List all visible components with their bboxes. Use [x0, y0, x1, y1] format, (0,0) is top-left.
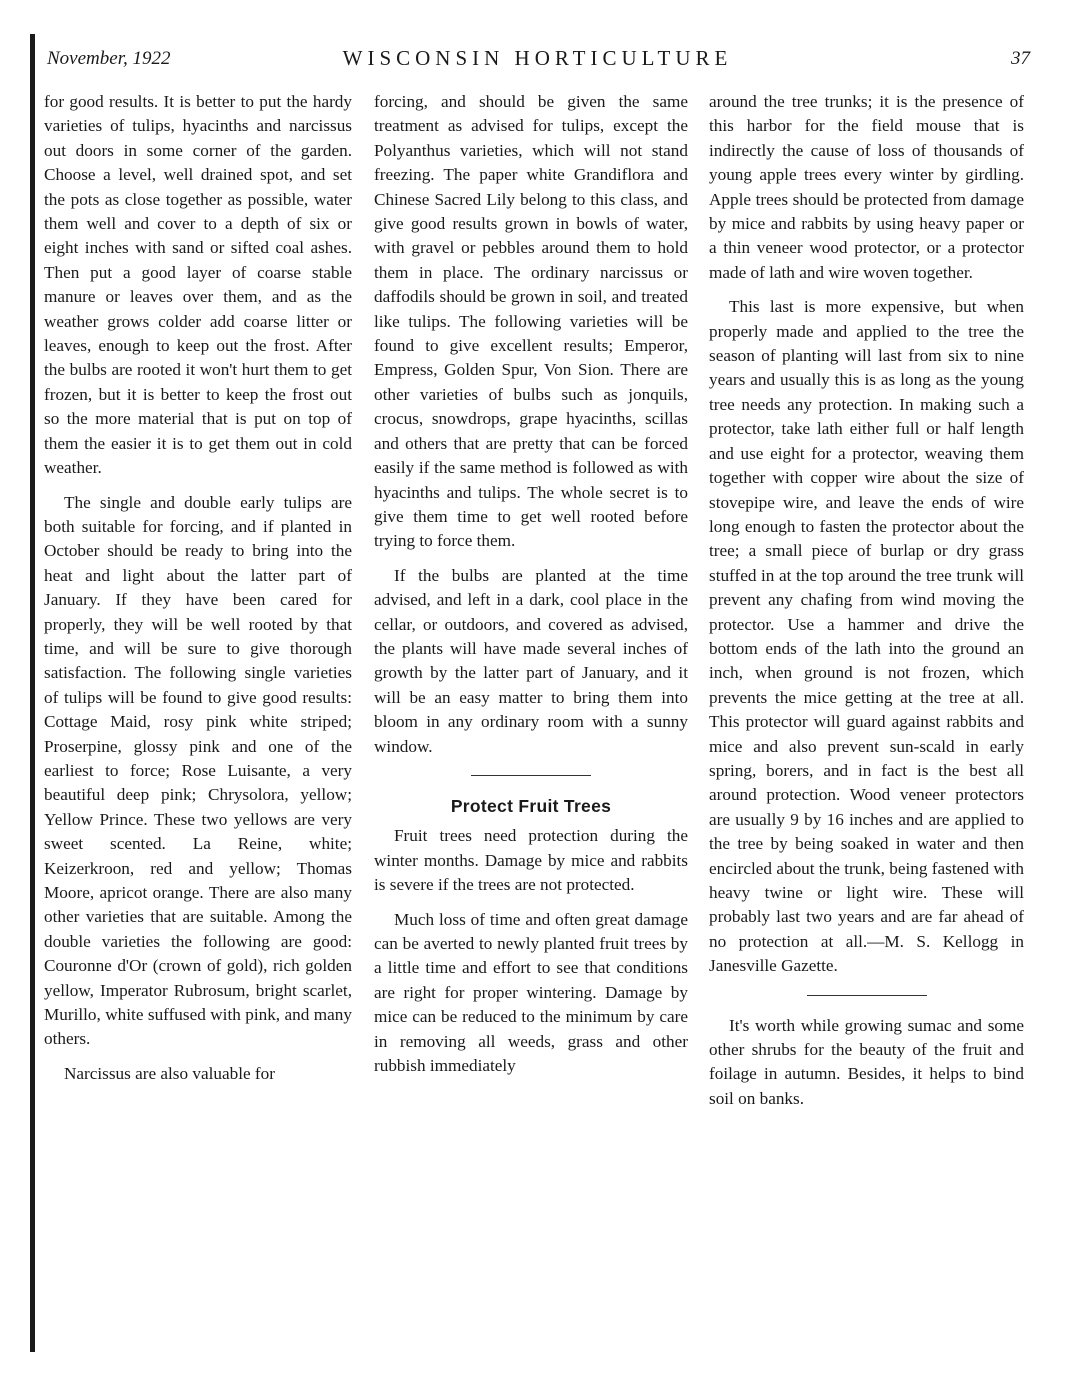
paragraph: for good results. It is better to put the hardy varieties of tulips, hyacinths and narcissus out doors in some corner of the garden. Choose a level, well drained spot, and set the pots as close together as possible, water them well and cover to a depth of six or eight inches with sand or sifted coal ashes. Then put a good layer of coarse stable manure or leaves over them, and as the weather grows colder add coarse litter or leaves, enough to keep out the frost. After the bulbs are rooted it won't hurt them to get frozen, but it is better to keep the frost out so the more material that is put on top of them the easier it is to get them out in cold weather.: [44, 92, 352, 478]
magazine-title: WISCONSIN HORTICULTURE: [342, 46, 733, 70]
section-divider: [471, 775, 591, 776]
paragraph: Much loss of time and often great damage can be averted to newly planted fruit trees by a little time and effort to see that conditions are right for proper wintering. Damage by mice can be reduced to the minimum by care in removing all weeds, grass and other rubbish immediately: [374, 909, 688, 1076]
page-number: 37: [1011, 48, 1030, 69]
paragraph: The single and double early tulips are both suitable for forcing, and if planted in October should be ready to bring into the heat and light about the latter part of January. If they have been cared for properly, they will be well rooted by that time, and will be sure to give thorough satisfaction. The following single varieties of tulips will be found to give good results: Cottage Maid, rosy pink white striped; Proserpine, glossy pink and one of the earliest to force; Rose Luisante, a very beautiful deep pink; Chrysolora, yellow; Yellow Prince. These two yellows are very sweet scented. La Reine, white; Keizerkroon, red and yellow; Thomas Moore, apricot orange. There are also many other varieties that are suitable. Among the double varieties the following are good: Couronne d'Or (crown of gold), rich golden yellow, Imperator Rubrosum, bright scarlet, Murillo, white suffused with pink, and many others.: [44, 492, 352, 1049]
paragraph: forcing, and should be given the same treatment as advised for tulips, except the Polyanthus varieties, which will not stand freezing. The paper white Grandiflora and Chinese Sacred Lily belong to this class, and give good results grown in bowls of water, with gravel or pebbles around them to hold them in place. The ordinary narcissus or daffodils should be grown in soil, and treated like tulips. The following varieties will be found to give excellent results; Emperor, Empress, Golden Spur, Von Sion. There are other varieties of bulbs such as jonquils, crocus, snowdrops, grape hyacinths, scillas and others that are pretty that can be forced easily if the same method is followed as with hyacinths and tulips. The whole secret is to give them time to get well rooted before trying to force them.: [374, 92, 688, 551]
paragraph: around the tree trunks; it is the presence of this harbor for the field mouse that is indirectly the cause of loss of thousands of young apple trees every winter by girdling. Apple trees should be protected from damage by mice and rabbits by using heavy paper or a thin veneer wood protector, or a protector made of lath and wire woven together.: [709, 92, 1024, 282]
paragraph: Narcissus are also valuable for: [64, 1063, 275, 1083]
column-1: [44, 90, 352, 1096]
paragraph: Fruit trees need protection during the winter months. Damage by mice and rabbits is severe if the trees are not protected.: [374, 826, 688, 895]
section-divider: [807, 995, 927, 996]
section-heading: Protect Fruit Trees: [450, 795, 612, 816]
paragraph: This last is more expensive, but when properly made and applied to the tree the season of planting will last from six to nine years and usually this is as long as the young tree needs any protection. In making such a protector, take lath either full or half length and use eight for a protector, weaving them together with copper wire about the size of stovepipe wire, and leave the ends of wire long enough to fasten the protector about the tree; a small piece of burlap or dry grass stuffed in at the top around the tree trunk will prevent any chafing from wind moving the protector. Use a hammer and drive the bottom ends of the lath into the ground an inch, when ground is not frozen, which prevents the mice getting at the tree at all. This protector will guard against rabbits and mice and also prevent sun-scald in early spring, borers, and in fact is the best all around protection. Wood veneer protectors are usually 9 by 16 inches and are applied to the tree by being soaked in water and then encircled about the trunk, being fastened with heavy twine or light wire. These will probably last two years and are far ahead of no protection at all.—M. S. Kellogg in Janesville Gazette.: [709, 297, 1024, 976]
issue-date: November, 1922: [47, 48, 171, 69]
column-2: [374, 90, 688, 1088]
page-header: [45, 46, 1030, 76]
page-edge-rule: [30, 34, 35, 1352]
column-3: [709, 90, 1024, 1121]
paragraph: It's worth while growing sumac and some other shrubs for the beauty of the fruit and foilage in autumn. Besides, it helps to bind soil on banks.: [709, 1015, 1024, 1108]
paragraph: If the bulbs are planted at the time advised, and left in a dark, cool place in the cellar, or outdoors, and covered as advised, the plants will have made several inches of growth by the latter part of January, and it will be an easy matter to bring them into bloom in any ordinary room with a sunny window.: [374, 565, 688, 756]
